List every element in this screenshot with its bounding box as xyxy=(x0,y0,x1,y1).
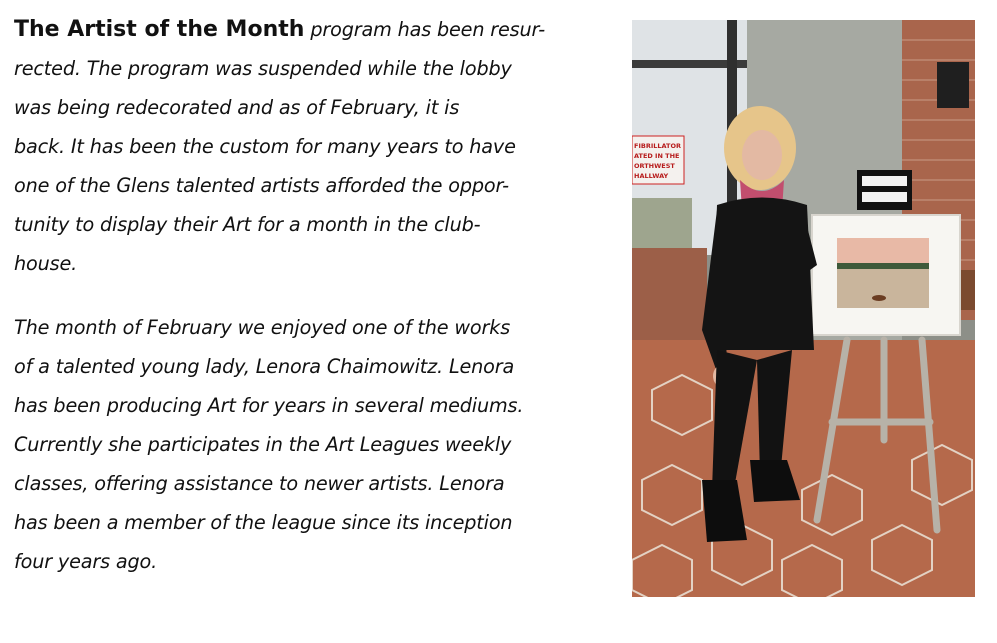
paragraph-2-line-6: has been a member of the league since its inception xyxy=(14,511,513,534)
sign-line-2: ATED IN THE xyxy=(634,152,680,160)
painting-boat xyxy=(872,295,886,301)
paragraph-1-line-5: one of the Glens talented artists afforded the oppor- xyxy=(14,174,509,197)
window-foliage xyxy=(632,198,692,248)
sign-line-4: HALLWAY xyxy=(634,172,669,180)
paragraph-2-line-3: has been producing Art for years in several mediums. xyxy=(14,394,524,417)
paragraph-2-line-5: classes, offering assistance to newer artists. Lenora xyxy=(14,472,505,495)
painting-sky xyxy=(837,238,929,263)
paragraph-2 xyxy=(14,308,523,581)
photo-illustration xyxy=(632,20,975,597)
paragraph-1-line-1 xyxy=(14,10,604,49)
paragraph-1 xyxy=(14,10,604,283)
artist-face xyxy=(742,130,782,180)
speaker xyxy=(937,62,969,108)
paragraph-1-text: program has been resur- xyxy=(304,18,546,41)
painting-shore xyxy=(837,263,929,269)
paragraph-1-line-2: rected. The program was suspended while the lobby xyxy=(14,57,512,80)
paragraph-1-line-3: was being redecorated and as of February, it is xyxy=(14,96,460,119)
paragraph-2-line-4: Currently she participates in the Art Leagues weekly xyxy=(14,433,512,456)
sign-line-1: FIBRILLATOR xyxy=(634,142,682,150)
placard-label-bottom xyxy=(862,192,907,202)
paragraph-2-line-2: of a talented young lady, Lenora Chaimowitz. Lenora xyxy=(14,355,515,378)
paragraph-1-line-4: back. It has been the custom for many years to have xyxy=(14,135,516,158)
paragraph-1-line-6: tunity to display their Art for a month in the club- xyxy=(14,213,481,236)
artist-of-month-title: The Artist of the Month xyxy=(14,17,305,42)
placard-label-top xyxy=(862,176,907,186)
paragraph-1-line-7: house. xyxy=(14,252,78,275)
artist-photo xyxy=(632,20,975,597)
paragraph-2-line-1: The month of February we enjoyed one of the works xyxy=(14,316,511,339)
article-text xyxy=(14,10,604,573)
sign-line-3: ORTHWEST xyxy=(634,162,675,170)
paragraph-2-line-7: four years ago. xyxy=(14,550,158,573)
painting-water xyxy=(837,269,929,308)
low-brick-wall xyxy=(632,248,707,348)
